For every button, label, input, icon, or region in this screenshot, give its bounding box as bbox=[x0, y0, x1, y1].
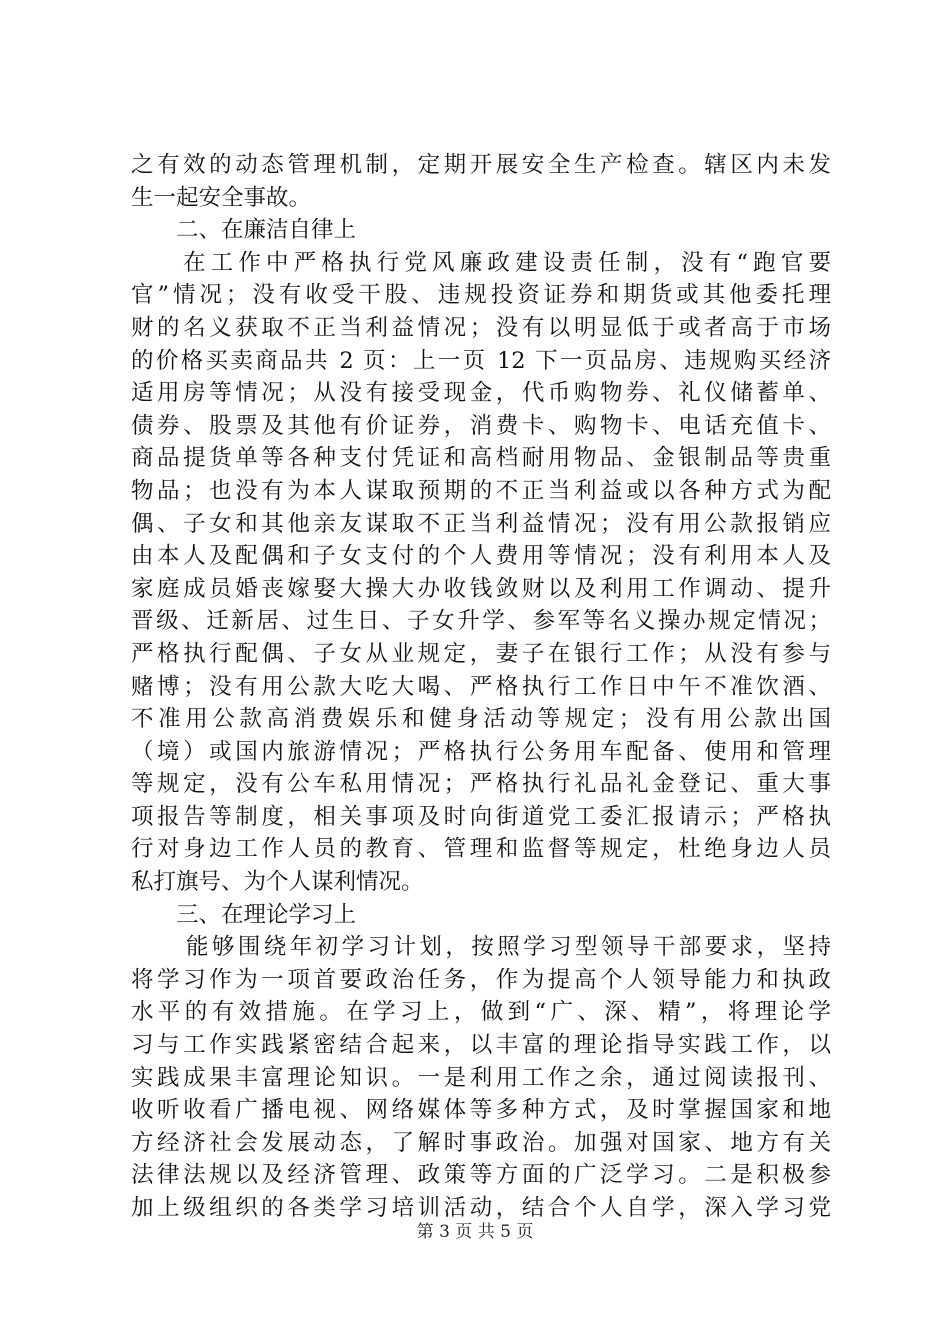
text-line: 债券、股票及其他有价证券，消费卡、购物卡、电话充值卡、 bbox=[131, 412, 831, 439]
text-line: 收听收看广播电视、网络媒体等多种方式，及时掌握国家和地 bbox=[131, 1097, 831, 1124]
text-line: 将学习作为一项首要政治任务，作为提高个人领导能力和执政 bbox=[131, 966, 831, 993]
text-line: 之有效的动态管理机制，定期开展安全生产检查。辖区内未发 bbox=[131, 152, 831, 178]
text-line: 水平的有效措施。在学习上，做到“广、深、精”，将理论学 bbox=[131, 999, 831, 1026]
text-line: 加上级组织的各类学习培训活动，结合个人自学，深入学习党 bbox=[131, 1195, 831, 1221]
section-heading: 二、在廉洁自律上 bbox=[176, 217, 357, 244]
document-body bbox=[131, 149, 831, 1225]
page-number-footer: 第 3 页 共 5 页 bbox=[416, 1222, 534, 1242]
text-line: 商品提货单等各种支付凭证和高档耐用物品、金银制品等贵重 bbox=[131, 445, 831, 472]
text-line: 适用房等情况；从没有接受现金，代币购物券、礼仪储蓄单、 bbox=[131, 380, 831, 407]
text-line: 能够围绕年初学习计划，按照学习型领导干部要求，坚持 bbox=[186, 934, 831, 961]
text-line: 财的名义获取不正当利益情况；没有以明显低于或者高于市场 bbox=[131, 314, 831, 341]
text-line: 行对身边工作人员的教育、管理和监督等规定，杜绝身边人员 bbox=[131, 836, 831, 863]
text-line: 习与工作实践紧密结合起来，以丰富的理论指导实践工作，以 bbox=[131, 1032, 831, 1059]
text-line: 物品；也没有为本人谋取预期的不正当利益或以各种方式为配 bbox=[131, 477, 831, 504]
text-line: 方经济社会发展动态，了解时事政治。加强对国家、地方有关 bbox=[131, 1129, 831, 1156]
text-line: 等规定，没有公车私用情况；严格执行礼品礼金登记、重大事 bbox=[131, 771, 831, 798]
text-line: 严格执行配偶、子女从业规定，妻子在银行工作；从没有参与 bbox=[131, 640, 831, 667]
text-line: 生一起安全事故。 bbox=[131, 184, 312, 211]
text-line: 私打旗号、为个人谋利情况。 bbox=[131, 869, 424, 896]
text-line: 在工作中严格执行党风廉政建设责任制，没有“跑官要 bbox=[183, 249, 831, 276]
text-line: 偶、子女和其他亲友谋取不正当利益情况；没有用公款报销应 bbox=[131, 510, 831, 537]
text-line: （境）或国内旅游情况；严格执行公务用车配备、使用和管理 bbox=[131, 738, 831, 765]
section-heading: 三、在理论学习上 bbox=[176, 901, 357, 928]
text-line: 项报告等制度，相关事项及时向街道党工委汇报请示；严格执 bbox=[131, 803, 831, 830]
text-line: 的价格买卖商品共 2 页：上一页 12 下一页品房、违规购买经济 bbox=[131, 347, 831, 374]
text-line: 家庭成员婚丧嫁娶大操大办收钱敛财以及利用工作调动、提升 bbox=[131, 575, 831, 602]
text-line: 晋级、迁新居、过生日、子女升学、参军等名义操办规定情况； bbox=[131, 608, 831, 635]
text-line: 赌博；没有用公款大吃大喝、严格执行工作日中午不准饮酒、 bbox=[131, 673, 831, 700]
text-line: 由本人及配偶和子女支付的个人费用等情况；没有利用本人及 bbox=[131, 543, 831, 570]
text-line: 官”情况；没有收受干股、违规投资证券和期货或其他委托理 bbox=[131, 282, 831, 309]
text-line: 实践成果丰富理论知识。一是利用工作之余，通过阅读报刊、 bbox=[131, 1064, 831, 1091]
text-line: 法律法规以及经济管理、政策等方面的广泛学习。二是积极参 bbox=[131, 1162, 831, 1189]
text-line: 不准用公款高消费娱乐和健身活动等规定；没有用公款出国 bbox=[131, 706, 831, 733]
